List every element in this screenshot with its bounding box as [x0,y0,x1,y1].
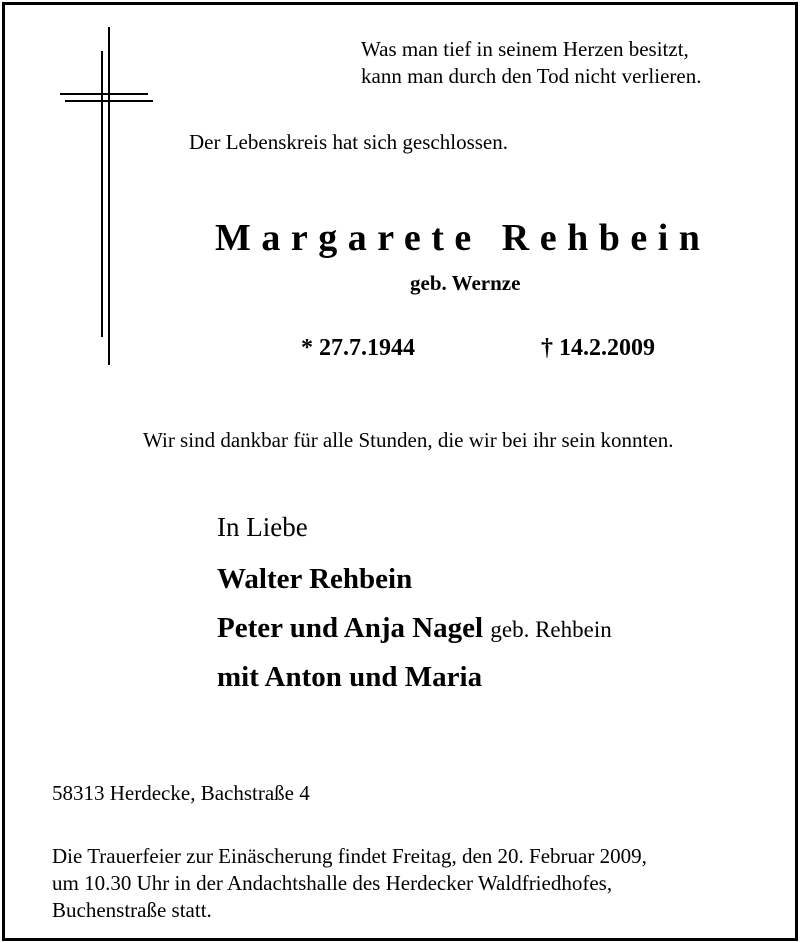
ceremony-line-3: Buchenstraße statt. [52,898,212,922]
quote-line-2: kann man durch den Tod nicht verlieren. [361,64,702,88]
maiden-name: geb. Wernze [410,271,521,295]
gratitude-text: Wir sind dankbar für alle Stunden, die wir bei ihr sein konnten. [143,428,674,452]
mourner-line-2-main: Peter und Anja Nagel [217,612,484,644]
mourner-line-2-suffix: geb. Rehbein [490,617,612,642]
mourner-line-3: mit Anton und Maria [217,661,483,693]
mourner-line-1: Walter Rehbein [217,563,413,595]
ceremony-line-2: um 10.30 Uhr in der Andachtshalle des Herdecker Waldfriedhofes, [52,871,613,895]
birth-date: * 27.7.1944 [301,335,415,361]
address: 58313 Herdecke, Bachstraße 4 [52,781,310,805]
mourner-line-2 [217,610,612,648]
quote [361,36,701,90]
quote-line-1: Was man tief in seinem Herzen besitzt, [361,37,689,61]
death-date: † 14.2.2009 [541,335,655,361]
ceremony-info [52,843,647,924]
obituary-frame [2,2,798,941]
deceased-name: Margarete Rehbein [215,217,711,259]
ceremony-line-1: Die Trauerfeier zur Einäscherung findet Freitag, den 20. Februar 2009, [52,844,647,868]
intro-text: Der Lebenskreis hat sich geschlossen. [189,130,508,154]
mourners-intro: In Liebe [217,512,308,542]
